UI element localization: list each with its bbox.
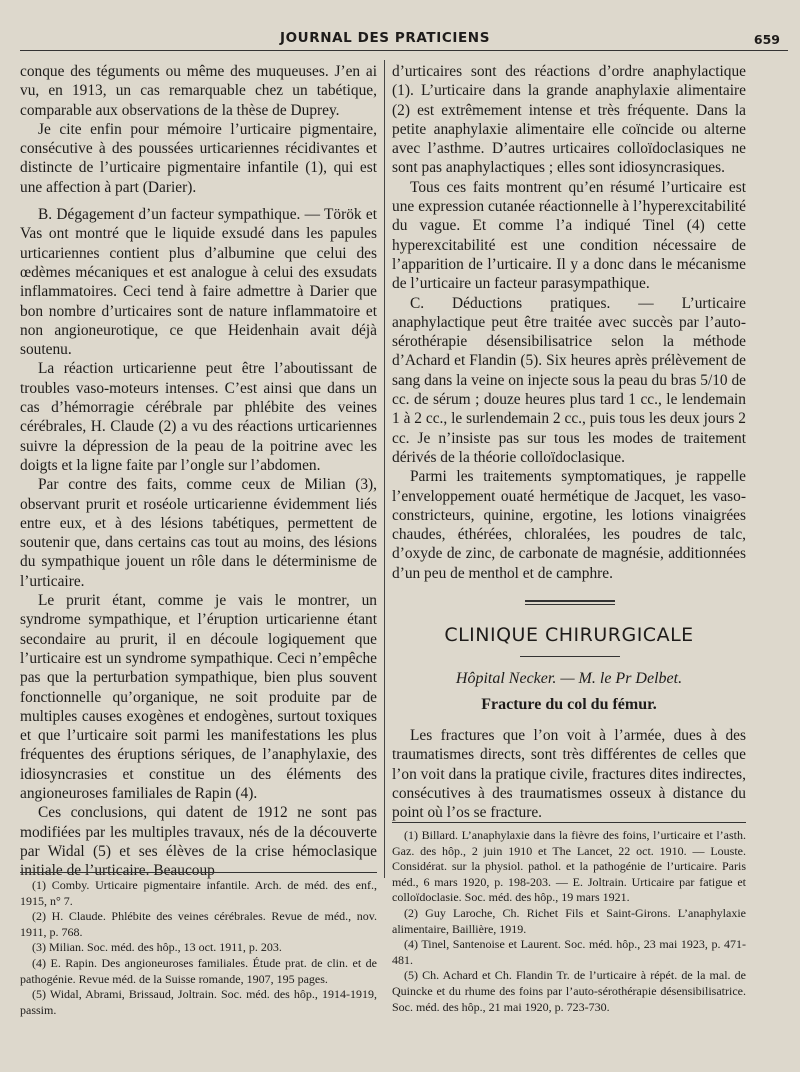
footnote: (1) Billard. L’anaphylaxie dans la fièvre des foins, l’urticaire et l’asth. Gaz. des hôp., 2 juin 1910 et The Lancet, 22 oct. 1910. — Louste. Considérat. sur la physiol. pathol. et la pathogénie de l’urticaire. Paris méd., 6 mars 1920, p. 198-203. — E. Joltrain. Urticaire par fatigue et colloïdoclasie. Soc. méd. des hôp., 19 mars 1921. — [392, 828, 746, 905]
footnote: (5) Ch. Achard et Ch. Flandin Tr. de l’urticaire à répét. de la mal. de Quincke et du rhume des foins par l’auto-sérothérapie désensibilisatrice. Soc. méd. des hôp., 21 mai 1920, p. 723-730. — [392, 968, 746, 1014]
footnote: (4) Tinel, Santenoise et Laurent. Soc. méd. hôp., 23 mai 1923, p. 471-481. — [392, 937, 746, 967]
paragraph: conque des téguments ou même des muqueuses. J’en ai vu, en 1913, un cas remarquable chez un tabétique, comparable aux observations de la thèse de Duprey. — [20, 63, 377, 119]
footnote: (4) E. Rapin. Des angioneuroses familiales. Étude prat. de clin. et de pathogénie. Revue méd. de la Suisse romande, 1907, 195 pages. — [20, 955, 377, 986]
journal-title: JOURNAL DES PRATICIENS — [279, 30, 491, 46]
footnote: (3) Milian. Soc. méd. des hôp., 13 oct. 1911, p. 203. — [32, 940, 282, 955]
footnotes-left — [20, 878, 377, 1018]
hospital-line: Hôpital Necker. — M. le Pr Delbet. — [455, 670, 683, 687]
paragraph: La réaction urticarienne peut être l’aboutissant de troubles vaso-moteurs intenses. C’est ainsi que dans un cas d’hémorragie cérébrale par phlébite des veines cérébrales, H. Claude (2) a vu des réactions urticariennes suivre la dépression de la peau de la poitrine avec les doigts et la ligne faite par l’ongle sur l’abdomen. — [20, 360, 377, 474]
footnotes-right — [392, 828, 746, 1015]
subtitle-block — [392, 696, 746, 714]
left-column — [20, 62, 377, 880]
right-column — [392, 62, 746, 583]
paragraph: Tous ces faits montrent qu’en résumé l’urticaire est une expression cutanée réactionnelle à l’hyperexcitabilité du vague. Et comme l’a indiqué Tinel (4) cette hyperexcitabilité est une condition nécessaire de l’apparition de l’urticaire. Il y a donc dans le mécanisme de l’urticaire un facteur parasympathique. — [392, 178, 746, 293]
paragraph: d’urticaires sont des réactions d’ordre anaphylactique (1). L’urticaire dans la grande anaphylaxie alimentaire (2) est extrêmement intense et très fréquente. Dans la petite anaphylaxie alimentaire elle coïncide ou alterne avec l’asthme. D’autres urticaires colloïdoclasiques ne sont pas anaphylactiques ; elles sont idiosyncrasiques. — [392, 63, 746, 177]
paragraph: B. Dégagement d’un facteur sympathique. — Török et Vas ont montré que le liquide exsudé dans les papules urticariennes contient plus d’albumine que celui des œdèmes mécaniques et est analogue à celui des exsudats inflammatoires. Ceci tend à faire admettre à Darier que bon nombre d’urticaires sont de nature inflammatoire et non angioneurotique, ce que Heidenhain avait déjà soutenu. — [20, 206, 377, 359]
section-top-rule — [525, 604, 615, 605]
page-header — [0, 26, 800, 54]
footnote: (2) H. Claude. Phlébite des veines cérébrales. Revue de méd., nov. 1911, p. 768. — [20, 909, 377, 939]
hospital-line-block — [392, 670, 746, 688]
section-title-rule — [520, 656, 620, 657]
section-top-rule — [525, 600, 615, 602]
paragraph: Le prurit étant, comme je vais le montrer, un syndrome sympathique, et l’éruption urticarienne étant secondaire au prurit, il en découle logiquement que l’urticaire est un syndrome sympathique. Ceci n’empêche pas que la perturbation sympathique, bien plus souvent fonctionnelle qu’organique, ne soit produite par de multiples causes exogènes et endogènes, surtout toxiques et que l’urticaire soit parmi les manifestations les plus fréquentes des éruptions sériques, de l’anaphylaxie, des idiosyncrasies et constitue un des éléments des angioneuroses familiales de Rapin (4). — [20, 592, 377, 802]
section-body — [392, 726, 746, 822]
paragraph: Je cite enfin pour mémoire l’urticaire pigmentaire, consécutive à des poussées urticariennes récidivantes et distincte de l’urticaire pigmentaire infantile (1), qui est une affection à part (Darier). — [20, 120, 377, 196]
page-number: 659 — [753, 32, 780, 47]
footnote: (1) Comby. Urticaire pigmentaire infantile. Arch. de méd. des enf., 1915, n° 7. — [20, 878, 377, 908]
column-divider — [384, 60, 385, 878]
paragraph: C. Déductions pratiques. — L’urticaire anaphylactique peut être traitée avec succès par l’auto-sérothérapie désensibilisatrice selon la méthode d’Achard et Flandin (5). Six heures après prélèvement de sang dans la veine on injecte sous la peau du bras 5/10 de cc. de sérum ; douze heures plus tard 1 cc., le lendemain 1 à 2 cc., le surlendemain 2 cc., puis tous les deux jours 2 cc. Je n’insiste pas sur tous les modes de traitement dérivés de la théorie colloïdoclasique. — [392, 294, 746, 466]
paragraph: Les fractures que l’on voit à l’armée, dues à des traumatismes directs, sont très différentes de celles que l’on voit dans la pratique civile, fractures dites indirectes, consécutives à des traumatismes osseux à distance du point où l’os se fracture. — [392, 727, 746, 822]
footnote: (5) Widal, Abrami, Brissaud, Joltrain. Soc. méd. des hôp., 1914-1919, passim. — [20, 987, 377, 1017]
section-heading — [392, 624, 746, 646]
paragraph: Ces conclusions, qui datent de 1912 ne sont pas modifiées par les multiples travaux, nés de la découverte par Widal (5) et ses élèves de la crise hémoclasique initiale de l’urticaire. Beaucoup — [20, 804, 377, 880]
article-subtitle: Fracture du col du fémur. — [481, 696, 657, 713]
paragraph: Par contre des faits, comme ceux de Milian (3), observant prurit et roséole urticarienne évidemment liés entre eux, et à des lésions tabétiques, permettent de soutenir que, dans certains cas tout au moins, des lésions du sympathique jouent un rôle dans le déterminisme de l’urticaire. — [20, 476, 377, 590]
section-title: CLINIQUE CHIRURGICALE — [444, 624, 694, 646]
footnote: (2) Guy Laroche, Ch. Richet Fils et Saint-Girons. L’anaphylaxie alimentaire, Baillière, 1919. — [392, 905, 746, 936]
paragraph: Parmi les traitements symptomatiques, je rappelle l’enveloppement ouaté hermétique de Jacquet, les vaso-constricteurs, quinine, ergotine, les lotions vinaigrées chaudes, éthérées, chloralées, les poudres de talc, d’oxyde de zinc, de carbonate de magnésie, additionnées d’un peu de menthol et de camphre. — [392, 468, 746, 582]
footnote-rule — [392, 822, 746, 823]
header-rule — [20, 50, 788, 51]
footnote-rule — [20, 872, 377, 873]
